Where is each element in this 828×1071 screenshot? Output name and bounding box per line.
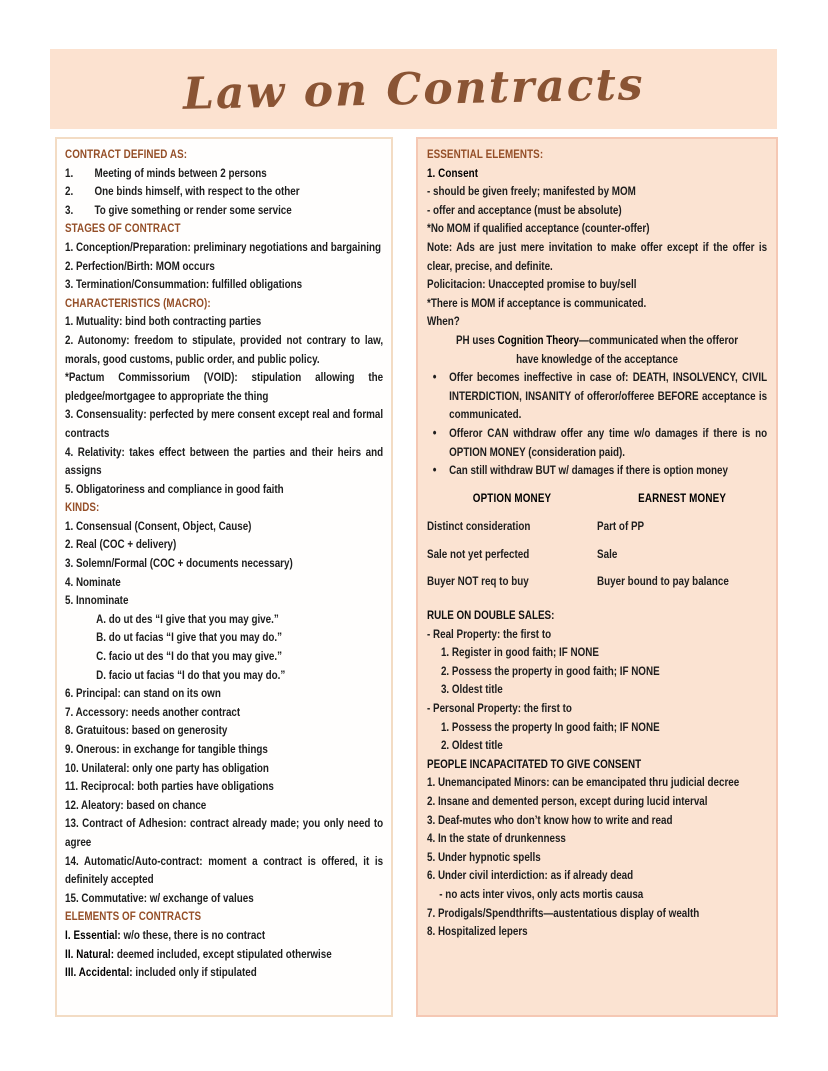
- text-line: 3. Solemn/Formal (COC + documents necessary): [65, 556, 293, 571]
- table-header: EARNEST MONEY: [638, 490, 727, 505]
- text-line: 1. Conception/Preparation: preliminary negotiations and bargaining: [65, 239, 382, 254]
- labeled-line: II. Natural: deemed included, except stipulated otherwise: [65, 946, 332, 961]
- bullet-item: • Offeror CAN withdraw offer any time w/o damages if there is no OPTION MONEY (consideration paid).: [427, 424, 767, 461]
- sub-item: 1. Register in good faith; IF NONE: [440, 645, 599, 660]
- table-cell: Buyer NOT req to buy: [427, 574, 529, 589]
- sub-item: 3. Oldest title: [440, 682, 503, 697]
- text-line: 8. Hospitalized lepers: [427, 924, 528, 939]
- sub-item: D. facio ut facias “I do that you may do.”: [96, 667, 286, 682]
- text-line: *No MOM if qualified acceptance (counter-offer): [427, 221, 650, 236]
- text-line: 11. Reciprocal: both parties have obligations: [65, 779, 274, 794]
- labeled-line: III. Accidental: included only if stipulated: [65, 965, 257, 980]
- text-line: 15. Commutative: w/ exchange of values: [65, 890, 254, 905]
- page-title: Law on Contracts: [182, 58, 645, 120]
- text-line: 13. Contract of Adhesion: contract already made; you only need to agree: [65, 816, 384, 849]
- text-line: 6. Principal: can stand on its own: [65, 686, 221, 701]
- text-line: *Pactum Commissorium (VOID): stipulation allowing the pledgee/mortgagee to appropriate the thing: [65, 370, 384, 403]
- text-line: 1. Unemancipated Minors: can be emancipated thru judicial decree: [427, 775, 740, 790]
- text-line: 2. Real (COC + delivery): [65, 537, 177, 552]
- text-line: 6. Under civil interdiction: as if already dead: [427, 868, 634, 883]
- sub-item: A. do ut des “I give that you may give.”: [96, 611, 279, 626]
- text-line: 2. Autonomy: freedom to stipulate, provided not contrary to law, morals, good customs, public order, and public policy.: [65, 332, 384, 366]
- sub-item: 1. Possess the property In good faith; IF NONE: [440, 719, 660, 734]
- section-heading: CHARACTERISTICS (MACRO):: [65, 295, 211, 310]
- text-line: 5. Under hypnotic spells: [427, 849, 541, 864]
- comparison-table: [427, 489, 767, 591]
- text-line: 3. Termination/Consummation: fulfilled obligations: [65, 277, 303, 292]
- table-cell: Distinct consideration: [427, 519, 531, 534]
- text-line: - offer and acceptance (must be absolute): [427, 202, 622, 217]
- left-column-content: [65, 145, 383, 982]
- text-line: 14. Automatic/Auto-contract: moment a contract is offered, it is definitely accepted: [65, 853, 384, 887]
- numbered-item: 1. Meeting of minds between 2 persons: [65, 165, 267, 180]
- text-line: 1. Mutuality: bind both contracting parties: [65, 314, 262, 329]
- labeled-line: I. Essential: w/o these, there is no contract: [65, 927, 266, 942]
- table-row: [427, 545, 767, 564]
- text-line: When?: [427, 314, 460, 329]
- bullet-item: • Offer becomes ineffective in case of: DEATH, INSOLVENCY, CIVIL INTERDICTION, INSANITY of offeror/offeree BEFORE acceptance is communicated.: [427, 368, 767, 424]
- section-heading: ESSENTIAL ELEMENTS:: [427, 147, 544, 161]
- text-line: 7. Prodigals/Spendthrifts—austentatious display of wealth: [427, 905, 700, 920]
- left-column: [55, 137, 393, 1017]
- text-line: 9. Onerous: in exchange for tangible things: [65, 742, 268, 756]
- text-line: *There is MOM if acceptance is communicated.: [427, 295, 647, 310]
- bullet-item: • Can still withdraw BUT w/ damages if there is option money: [427, 461, 767, 480]
- numbered-item: 3. To give something or render some service: [65, 202, 292, 217]
- numbered-item: 2. One binds himself, with respect to the other: [65, 184, 300, 199]
- sub-item: 2. Oldest title: [440, 738, 503, 753]
- text-line: 4. In the state of drunkenness: [427, 831, 566, 846]
- centered-note: PH uses Cognition Theory—communicated when the offeror have knowledge of the acceptance: [455, 332, 739, 366]
- sub-item: C. facio ut des “I do that you may give.”: [96, 649, 283, 664]
- table-cell: Sale not yet perfected: [427, 546, 530, 561]
- text-line: 7. Accessory: needs another contract: [65, 704, 241, 719]
- section-heading: KINDS:: [65, 500, 100, 515]
- right-column: [416, 137, 778, 1017]
- sub-item: B. do ut facias “I give that you may do.”: [96, 630, 283, 645]
- section-heading: STAGES OF CONTRACT: [65, 221, 181, 236]
- section-heading: CONTRACT DEFINED AS:: [65, 147, 188, 161]
- table-row: [427, 572, 767, 591]
- text-line: 3. Consensuality: perfected by mere consent except real and formal contracts: [65, 407, 384, 440]
- page-header: [50, 49, 777, 129]
- text-line: 5. Obligatoriness and compliance in good faith: [65, 481, 284, 496]
- table-header: OPTION MONEY: [472, 490, 552, 505]
- text-line: 1. Consensual (Consent, Object, Cause): [65, 518, 252, 533]
- text-line: - Real Property: the first to: [427, 626, 552, 641]
- table-cell: Part of PP: [597, 519, 645, 534]
- subsection-heading: PEOPLE INCAPACITATED TO GIVE CONSENT: [427, 756, 642, 771]
- sub-item: 2. Possess the property in good faith; IF NONE: [440, 663, 660, 678]
- text-line: 8. Gratuitous: based on generosity: [65, 723, 228, 738]
- text-line: 10. Unilateral: only one party has obligation: [65, 760, 269, 775]
- labeled-line: 1. Consent: [427, 165, 479, 180]
- text-line: - should be given freely; manifested by MOM: [427, 184, 636, 199]
- sub-item: - no acts inter vivos, only acts mortis causa: [439, 886, 644, 901]
- text-line: 3. Deaf-mutes who don’t know how to write and read: [427, 812, 673, 827]
- subsection-heading: RULE ON DOUBLE SALES:: [427, 608, 555, 623]
- table-cell: Buyer bound to pay balance: [597, 574, 729, 589]
- table-row: [427, 517, 767, 536]
- table-cell: Sale: [597, 546, 618, 561]
- text-line: Policitacion: Unaccepted promise to buy/sell: [427, 277, 637, 292]
- table-header-row: [427, 489, 767, 508]
- text-line: - Personal Property: the first to: [427, 701, 572, 716]
- text-line: 2. Perfection/Birth: MOM occurs: [65, 258, 215, 273]
- text-line: Note: Ads are just mere invitation to make offer except if the offer is clear, precise, and definite.: [427, 239, 768, 273]
- text-line: 4. Relativity: takes effect between the parties and their heirs and assigns: [65, 444, 384, 478]
- text-line: 2. Insane and demented person, except during lucid interval: [427, 794, 708, 808]
- section-heading: ELEMENTS OF CONTRACTS: [65, 909, 202, 924]
- right-column-content: [427, 145, 767, 941]
- text-line: 12. Aleatory: based on chance: [65, 797, 207, 812]
- text-line: 4. Nominate: [65, 574, 121, 589]
- text-line: 5. Innominate: [65, 593, 129, 608]
